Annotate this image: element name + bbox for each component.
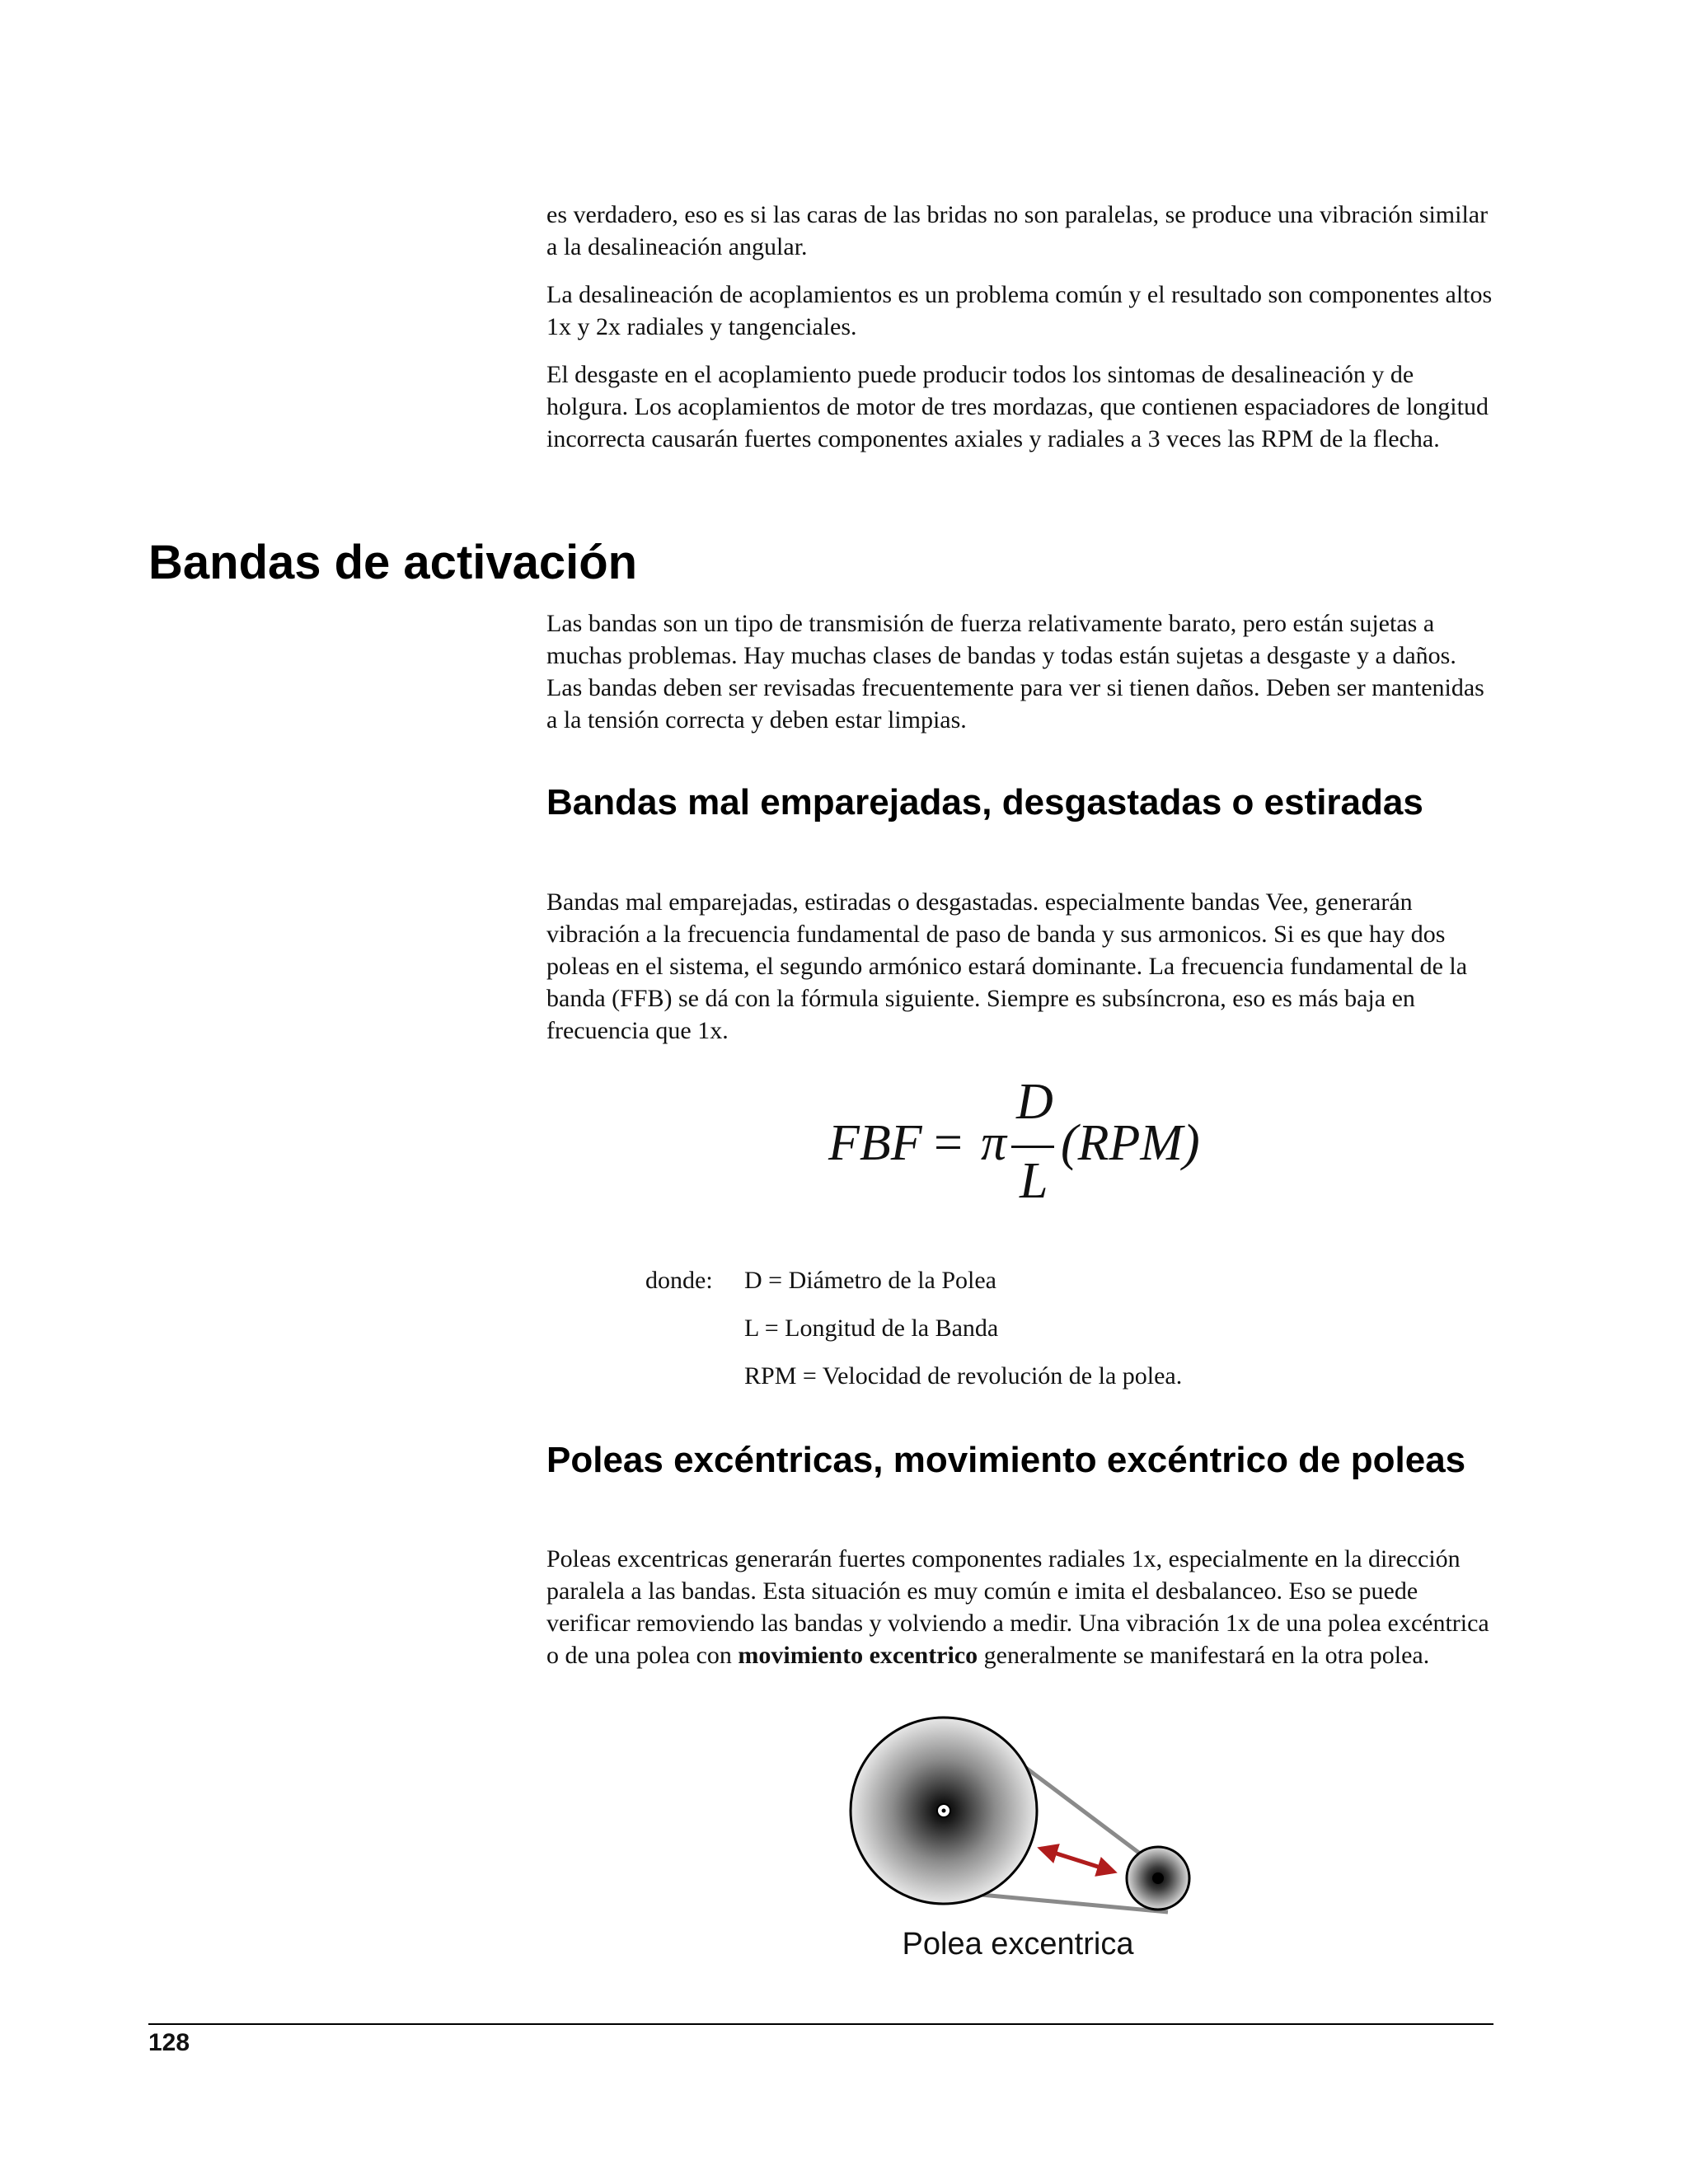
fraction-bar [1011,1146,1054,1148]
section-intro-paragraph: Las bandas son un tipo de transmisión de fuerza relativamente barato, pero están sujetas a muchas problemas. Hay muchas clases de bandas y todas están sujetas a desgaste y a daños. Las bandas deben ser revisadas frecuentemente para ver si tienen daños. Deben ser mantenidas a la tensión correcta y deben estar limpias. [546,610,1484,733]
subsection-title-belts: Bandas mal emparejadas, desgastadas o estiradas [546,782,1423,823]
subsection-pulleys-paragraph: Poleas excentricas generarán fuertes componentes radiales 1x, especialmente en la dirección paralela a las bandas. Esta situación es muy común e imita el desbalanceo. Eso se puede verificar removiendo las bandas y volviendo a medir. Una vibración 1x de una polea excéntrica o de una polea con movimiento excentrico generalmente se manifestará en la otra polea. [546,1545,1489,1669]
footer-rule [148,2023,1493,2025]
figure-caption: Polea excentrica [902,1927,1134,1961]
small-pulley-hub [1152,1872,1164,1884]
formula-equals: = [934,1115,963,1171]
eccentric-pulley-figure [832,1714,1212,1929]
formula-paren-term: (RPM) [1061,1115,1200,1171]
formula-denominator: L [1020,1153,1048,1209]
formula-pi: π [981,1115,1007,1171]
formula-lhs: FBF [828,1115,922,1171]
belt-frequency-formula [828,1074,1257,1212]
where-item: RPM = Velocidad de revolución de la polea. [744,1362,1183,1390]
where-label: donde: [645,1267,713,1294]
where-item: L = Longitud de la Banda [744,1315,999,1342]
section-title: Bandas de activación [148,536,638,589]
paragraph-coupling-wear: El desgaste en el acoplamiento puede producir todos los sintomas de desalineación y de holgura. Los acoplamientos de motor de tres mordazas, que contienen espaciadores de longitud incorrecta causarán fuertes componentes axiales y radiales a 3 veces las RPM de la flecha. [546,361,1489,452]
bold-term: movimiento excentrico [738,1642,978,1669]
large-pulley-center [942,1809,946,1813]
subsection-belts-paragraph: Bandas mal emparejadas, estiradas o desgastadas. especialmente bandas Vee, generarán vibración a la frecuencia fundamental de paso de banda y sus armonicos. Si es que hay dos poleas en el sistema, el segundo armónico estará dominante. La frecuencia fundamental de la banda (FFB) se dá con la fórmula siguiente. Siempre es subsíncrona, eso es más baja en frecuencia que 1x. [546,888,1468,1044]
where-item: D = Diámetro de la Polea [744,1267,996,1294]
paragraph-coupling-misalignment: La desalineación de acoplamientos es un problema común y el resultado son componentes altos 1x y 2x radiales y tangenciales. [546,281,1493,340]
paragraph-coupling-flanges: es verdadero, eso es si las caras de las bridas no son paralelas, se produce una vibración similar a la desalineación angular. [546,201,1489,260]
subsection-title-pulleys: Poleas excéntricas, movimiento excéntrico de poleas [546,1440,1466,1480]
formula-numerator: D [1016,1074,1053,1130]
eccentric-motion-arrow [1041,1849,1114,1872]
page-number: 128 [148,2029,190,2056]
